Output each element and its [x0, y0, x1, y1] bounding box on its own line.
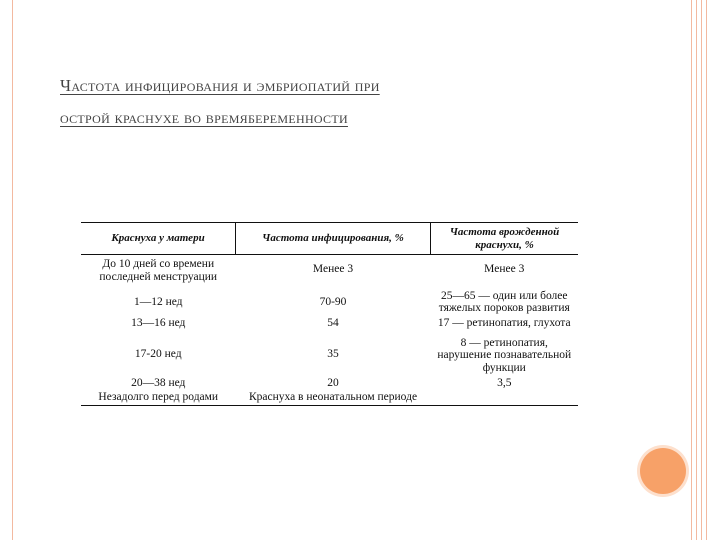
title-line-2: острой краснухе во времябеременности — [60, 108, 348, 127]
decorative-orange-circle — [640, 448, 686, 494]
frame-line-left — [12, 0, 13, 540]
table-cell: Менее 3 — [312, 263, 354, 275]
header-cell: Частота инфицирования, % — [236, 223, 431, 255]
frame-line-right-2 — [696, 0, 697, 540]
table-header-row — [81, 223, 578, 255]
table-cell: 3,5 — [497, 376, 512, 389]
table-cell: Незадолго перед родами — [81, 390, 236, 405]
table-cell: 20 — [327, 376, 339, 389]
table-cell: 8 — ретинопатия, нарушение познавательной функции — [437, 336, 572, 374]
table-row — [81, 390, 578, 405]
frame-line-right-1 — [691, 0, 692, 540]
table-cell: 35 — [327, 347, 339, 360]
header-cell: Частота врожденной краснухи, % — [431, 223, 579, 255]
table-row — [81, 316, 578, 336]
slide-title — [60, 70, 660, 134]
table-cell — [431, 390, 579, 405]
table-cell: 17 — ретинопатия, глухота — [437, 316, 571, 329]
table-cell: 70-90 — [319, 295, 347, 308]
table-cell: 17-20 нед — [134, 347, 182, 360]
table-cell: До 10 дней со времени последней менструации — [99, 258, 218, 283]
table-cell: 20—38 нед — [131, 376, 186, 389]
header-cell: Краснуха у матери — [81, 223, 236, 255]
table-cell: 54 — [327, 316, 339, 329]
table-cell: 1—12 нед — [133, 295, 183, 308]
table-cell: 13—16 нед — [131, 316, 186, 329]
table-row — [81, 255, 578, 289]
table-row — [81, 376, 578, 391]
table-row — [81, 289, 578, 316]
table-cell: Менее 3 — [484, 263, 525, 275]
frame-line-right-3 — [701, 0, 702, 540]
frame-line-right-4 — [706, 0, 707, 540]
data-table — [81, 222, 578, 406]
title-line-1: Частота инфицирования и эмбриопатий при — [60, 76, 380, 95]
table-row — [81, 336, 578, 376]
table-cell: 25—65 — один или более тяжелых пороков развития — [438, 289, 570, 314]
table-cell: Краснуха в неонатальном периоде — [236, 390, 431, 405]
